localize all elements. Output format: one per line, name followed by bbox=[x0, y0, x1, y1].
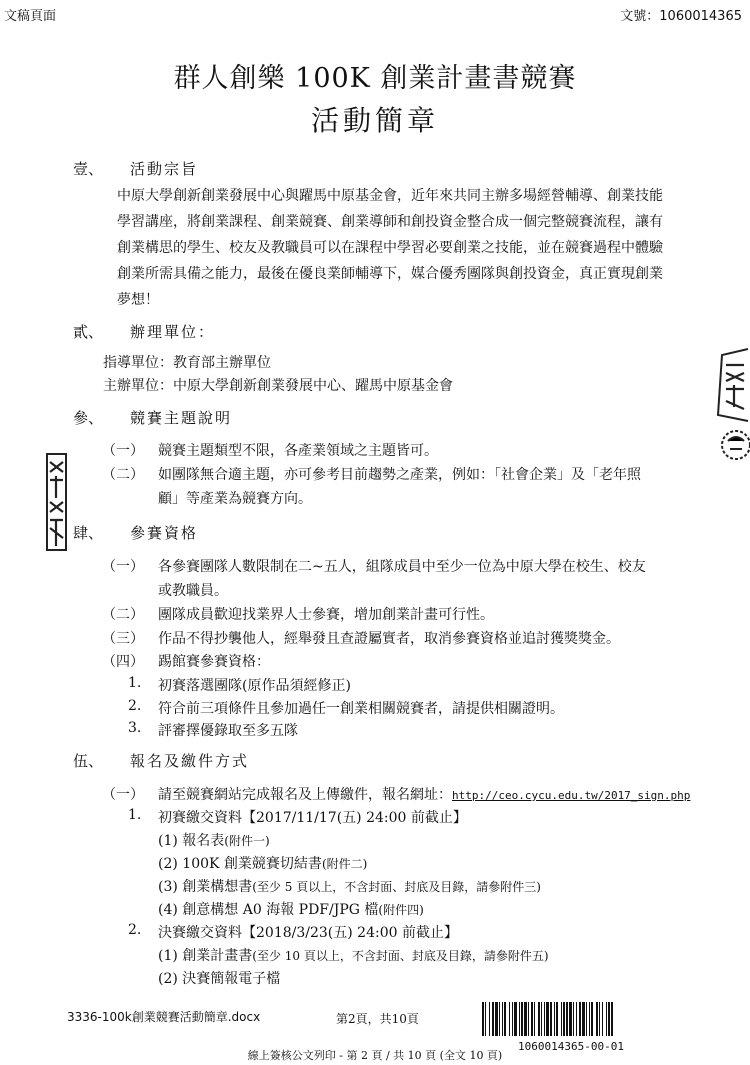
s3-item-2-text: 如團隊無合適主題，亦可參考目前趨勢之產業，例如：「社會企業」及「老年照 bbox=[158, 467, 641, 483]
s5-stage2-item-2 bbox=[158, 968, 280, 988]
s4-item-3-number: （三） bbox=[102, 631, 144, 647]
paragraph-line: 中原大學創新創業發展中心與躍馬中原基金會，近年來共同主辦多場經營輔導、創業技能 bbox=[117, 188, 663, 204]
page-subtitle: 活動簡章 bbox=[310, 104, 439, 137]
section-5-title: 報名及繳件方式 bbox=[130, 752, 250, 770]
s4-item-1-number: （一） bbox=[102, 559, 144, 575]
item-text: 100K 創業競賽切結書 bbox=[182, 856, 322, 872]
page-title: 群人創樂 100K 創業計畫書競賽 bbox=[173, 63, 577, 94]
print-footer: 線上簽核公文列印 - 第 2 頁 / 共 10 頁 (全文 10 頁) bbox=[247, 1049, 503, 1062]
s5-stage1-item-2 bbox=[158, 853, 367, 873]
paragraph-line: 創業所需具備之能力，最後在優良業師輔導下，媒合優秀團隊與創投資金，真正實現創業 bbox=[117, 266, 663, 282]
organizer-line-2: 主辦單位：中原大學創新創業發展中心、躍馬中原基金會 bbox=[103, 378, 453, 394]
paragraph-line: 夢想！ bbox=[117, 292, 159, 308]
item-number: (1) bbox=[158, 948, 178, 964]
s5-stage-1-text: 初賽繳交資料【2017/11/17(五) 24:00 前截止】 bbox=[158, 810, 467, 826]
registration-link[interactable]: http://ceo.cycu.edu.tw/2017_sign.php bbox=[452, 789, 691, 802]
s4-subitem-2-number: 2. bbox=[128, 698, 142, 714]
item-number: (1) bbox=[158, 833, 178, 849]
section-4-title: 參賽資格 bbox=[130, 524, 199, 542]
item-number: (4) bbox=[158, 902, 178, 918]
s3-item-1-text: 競賽主題類型不限，各產業領域之主題皆可。 bbox=[158, 443, 438, 459]
s3-item-1-number: （一） bbox=[102, 443, 144, 459]
section-1-paragraph bbox=[117, 183, 687, 313]
s3-item-2-number: （二） bbox=[102, 467, 144, 483]
barcode-icon bbox=[482, 1002, 726, 1038]
seal-stamp-right-icon bbox=[712, 345, 750, 465]
s5-stage2-item-1 bbox=[158, 945, 549, 965]
s4-item-4-text: 踢館賽參賽資格： bbox=[158, 654, 270, 670]
barcode-number: 1060014365-00-01 bbox=[518, 1040, 624, 1053]
s5-item-1-label: 請至競賽網站完成報名及上傳繳件，報名網址： bbox=[158, 787, 452, 803]
section-1-title: 活動宗旨 bbox=[130, 160, 199, 178]
item-number: (2) bbox=[158, 856, 178, 872]
s4-item-3-text: 作品不得抄襲他人，經舉發且查證屬實者，取消參賽資格並追討獲獎獎金。 bbox=[158, 631, 620, 647]
item-note: (附件二) bbox=[321, 857, 368, 871]
item-text: 報名表 bbox=[182, 833, 225, 849]
paragraph-line: 創業構思的學生、校友及教職員可以在課程中學習必要創業之技能，並在競賽過程中體驗 bbox=[117, 240, 663, 256]
section-5-number: 伍、 bbox=[73, 752, 104, 770]
item-text: 創業構想書 bbox=[182, 879, 253, 895]
s4-subitem-3-number: 3. bbox=[128, 720, 142, 736]
footer-filename: 3336-100k創業競賽活動簡章.docx bbox=[67, 1010, 261, 1024]
s4-item-1-continued: 或教職員。 bbox=[158, 583, 228, 599]
s5-item-1-text bbox=[158, 784, 690, 804]
s5-stage-2-number: 2. bbox=[128, 922, 142, 938]
s5-item-1-number: （一） bbox=[102, 787, 144, 803]
document-number: 文號：1060014365 bbox=[620, 9, 742, 24]
s5-stage1-item-3 bbox=[158, 876, 541, 896]
s5-stage-1-number: 1. bbox=[128, 807, 142, 823]
s5-stage1-item-1 bbox=[158, 830, 270, 850]
s4-subitem-3-text: 評審擇優錄取至多五隊 bbox=[158, 723, 298, 739]
paragraph-line: 學習講座，將創業課程、創業競賽、創業導師和創投資金整合成一個完整競賽流程，讓有 bbox=[117, 214, 663, 230]
header-left-label: 文稿頁面 bbox=[4, 9, 57, 24]
s3-item-2-continued: 顧」等產業為競賽方向。 bbox=[158, 491, 312, 507]
item-note: (至少 10 頁以上，不含封面、封底及目錄，請參附件五) bbox=[252, 949, 549, 963]
s4-item-2-text: 團隊成員歡迎找業界人士參賽，增加創業計畫可行性。 bbox=[158, 607, 494, 623]
section-2-title: 辦理單位： bbox=[130, 323, 216, 341]
organizer-line-1: 指導單位：教育部主辦單位 bbox=[103, 355, 271, 371]
section-3-number: 參、 bbox=[73, 409, 104, 427]
s5-stage-2-text: 決賽繳交資料【2018/3/23(五) 24:00 前截止】 bbox=[158, 925, 458, 941]
s4-item-4-number: （四） bbox=[102, 654, 144, 670]
item-text: 決賽簡報電子檔 bbox=[182, 971, 281, 987]
item-note: (附件一) bbox=[224, 834, 270, 848]
s4-subitem-1-number: 1. bbox=[128, 675, 142, 691]
section-2-number: 貳、 bbox=[73, 323, 104, 341]
footer-page-number: 第2頁，共10頁 bbox=[336, 1012, 419, 1026]
s4-subitem-1-text: 初賽落選團隊(原作品須經修正) bbox=[158, 678, 351, 694]
item-note: (至少 5 頁以上，不含封面、封底及目錄，請參附件三) bbox=[252, 880, 541, 894]
item-number: (2) bbox=[158, 971, 178, 987]
item-note: (附件四) bbox=[378, 903, 424, 917]
s4-item-2-number: （二） bbox=[102, 607, 144, 623]
s4-subitem-2-text: 符合前三項條件且參加過任一創業相關競賽者，請提供相關證明。 bbox=[158, 701, 564, 717]
section-4-number: 肆、 bbox=[73, 524, 104, 542]
section-3-title: 競賽主題說明 bbox=[130, 409, 233, 427]
section-1-number: 壹、 bbox=[73, 160, 104, 178]
item-text: 創意構想 A0 海報 PDF/JPG 檔 bbox=[182, 902, 379, 918]
s5-stage1-item-4 bbox=[158, 899, 424, 919]
s4-item-1-text: 各參賽團隊人數限制在二~五人，組隊成員中至少一位為中原大學在校生、校友 bbox=[158, 559, 646, 575]
item-text: 創業計畫書 bbox=[182, 948, 253, 964]
seal-stamp-left-icon bbox=[44, 450, 70, 560]
item-number: (3) bbox=[158, 879, 178, 895]
